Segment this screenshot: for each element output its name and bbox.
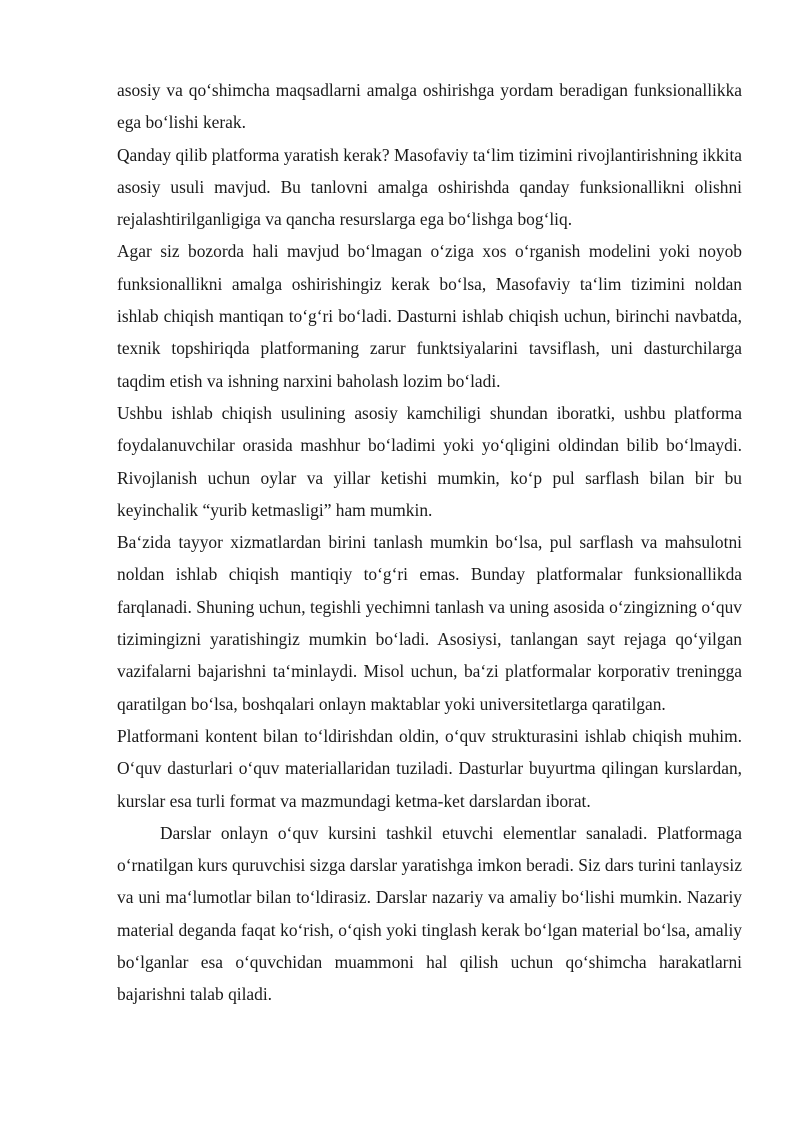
paragraph-3: Agar siz bozorda hali mavjud bo‘lmagan o‘ziga xos o‘rganish modelini yoki noyob funksionallikni amalga oshirishingiz kerak bo‘lsa, Masofaviy ta‘lim tizimini noldan ishlab chiqish mantiqan to‘g‘ri bo‘ladi. Dasturni ishlab chiqish uchun, birinchi navbatda, texnik topshiriqda platformaning zarur funktsiyalarini tavsiflash, uni dasturchilarga taqdim etish va ishning narxini baholash lozim bo‘ladi. xyxy=(117,241,742,391)
paragraph-5: Ba‘zida tayyor xizmatlardan birini tanlash mumkin bo‘lsa, pul sarflash va mahsulotni noldan ishlab chiqish mantiqiy to‘g‘ri emas. Bunday platformalar funksionallikda farqlanadi. Shuning uchun, tegishli yechimni tanlash va uning asosida o‘zingizning o‘quv tizimingizni yaratishingiz mumkin bo‘ladi. Asosiysi, tanlangan sayt rejaga qo‘yilgan vazifalarni bajarishni ta‘minlaydi. Misol uchun, ba‘zi platformalar korporativ treningga qaratilgan bo‘lsa, boshqalari onlayn maktablar yoki universitetlarga qaratilgan. xyxy=(117,532,742,714)
paragraph-4: Ushbu ishlab chiqish usulining asosiy kamchiligi shundan iboratki, ushbu platforma foydalanuvchilar orasida mashhur bo‘ladimi yoki yo‘qligini oldindan bilib bo‘lmaydi. Rivojlanish uchun oylar va yillar ketishi mumkin, ko‘p pul sarflash bilan bir bu keyinchalik “yurib ketmasligi” ham mumkin. xyxy=(117,402,742,520)
paragraph-2: Qanday qilib platforma yaratish kerak? Masofaviy ta‘lim tizimini rivojlantirishning ikkita asosiy usuli mavjud. Bu tanlovni amalga oshirishda qanday funksionallikni olishni rejalashtirilganligiga va qancha resurslarga ega bo‘lishga bog‘liq. xyxy=(117,144,742,230)
paragraph-7: Darslar onlayn o‘quv kursini tashkil etuvchi elementlar sanaladi. Platformaga o‘rnatilgan kurs quruvchisi sizga darslar yaratishga imkon beradi. Siz dars turini tanlaysiz va uni ma‘lumotlar bilan to‘ldirasiz. Darslar nazariy va amaliy bo‘lishi mumkin. Nazariy material deganda faqat ko‘rish, o‘qish yoki tinglash kerak bo‘lgan material bo‘lsa, amaliy bo‘lganlar esa o‘quvchidan muammoni hal qilish uchun qo‘shimcha harakatlarni bajarishni talab qiladi. xyxy=(117,822,742,1005)
document-page xyxy=(117,74,742,1011)
paragraph-6: Platformani kontent bilan to‘ldirishdan oldin, o‘quv strukturasini ishlab chiqish muhim. O‘quv dasturlari o‘quv materiallaridan tuziladi. Dasturlar buyurtma qilingan kurslardan, kurslar esa turli format va mazmundagi ketma-ket darslardan iborat. xyxy=(117,725,742,811)
paragraph-1: asosiy va qo‘shimcha maqsadlarni amalga oshirishga yordam beradigan funksionallikka ega bo‘lishi kerak. xyxy=(117,80,742,133)
